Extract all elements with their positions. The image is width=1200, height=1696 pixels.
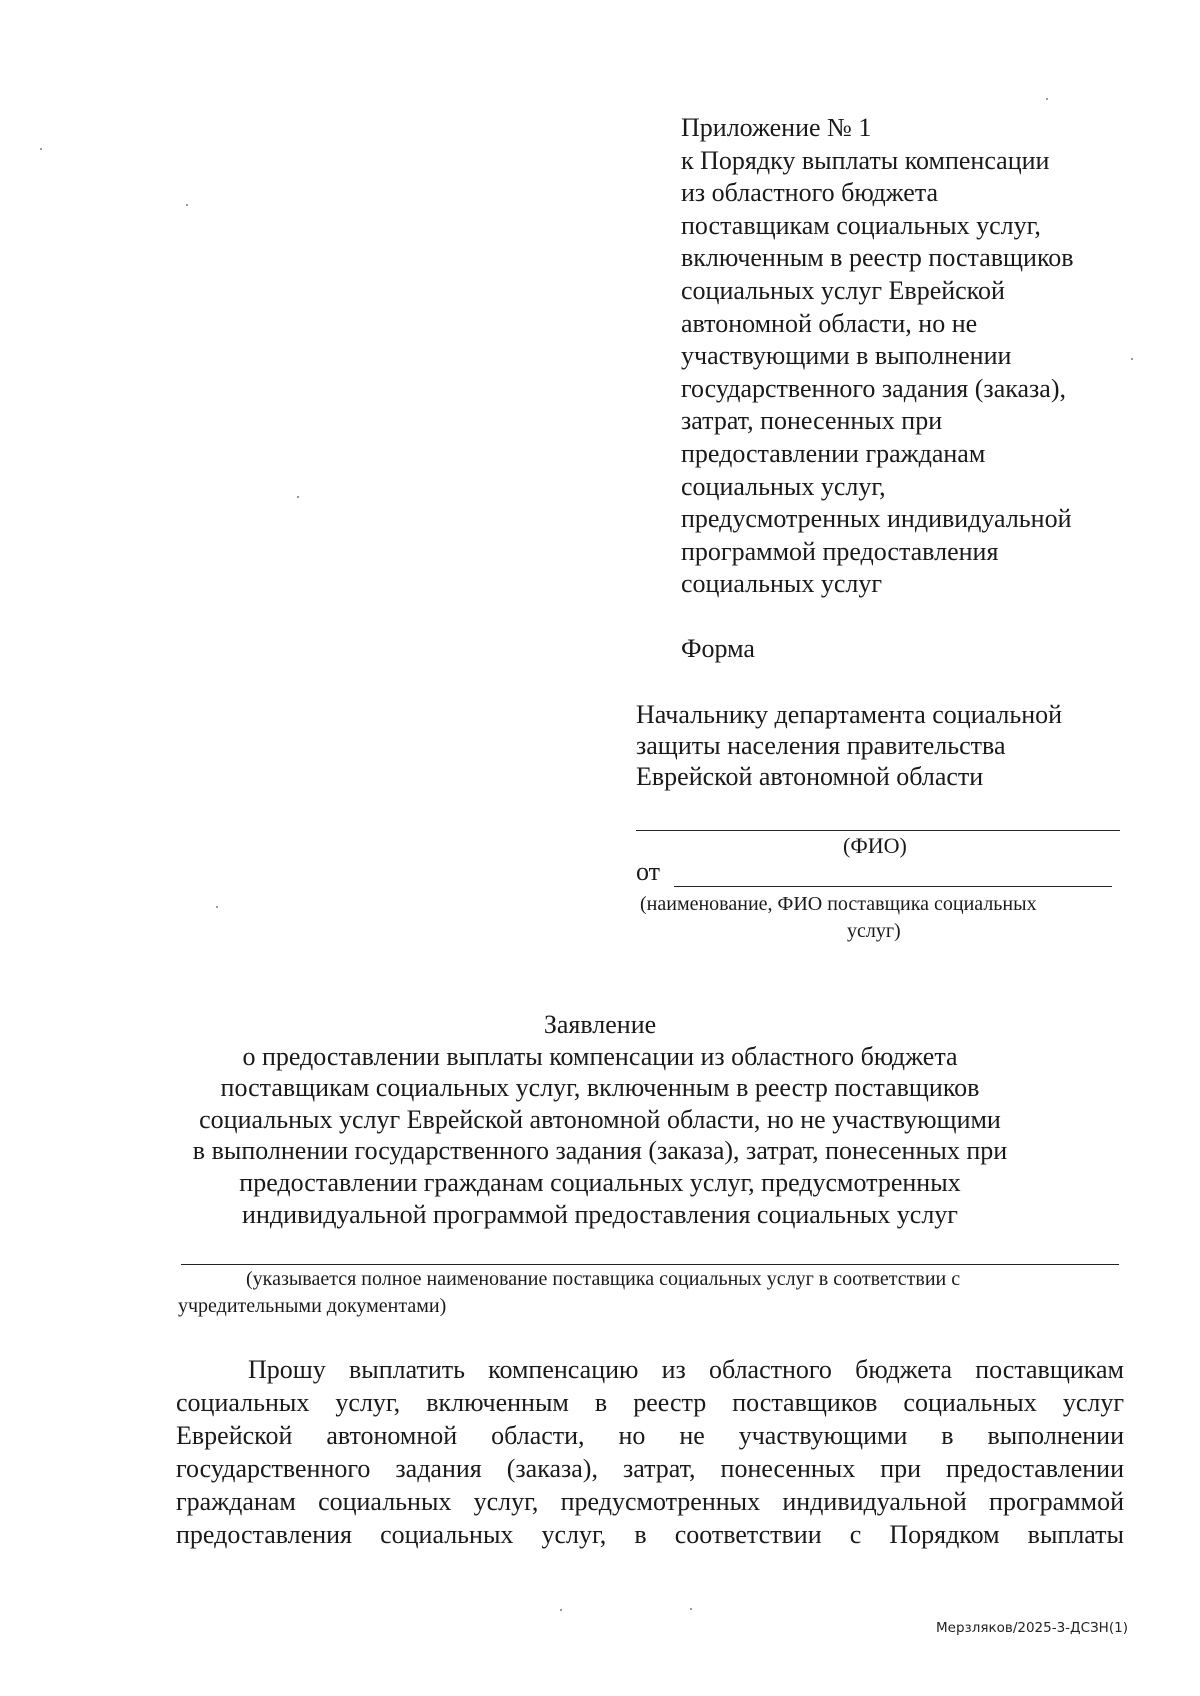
scan-speck (690, 1608, 692, 1610)
scan-speck (216, 906, 218, 908)
appendix-line: государственного задания (заказа), (681, 373, 1066, 403)
scan-speck (297, 496, 299, 498)
document-reference: Мерзляков/2025-3-ДСЗН(1) (936, 1620, 1128, 1636)
scan-speck (40, 148, 42, 150)
appendix-header (681, 112, 1151, 601)
statement-line: о предоставлении выплаты компенсации из областного бюджета (242, 1041, 958, 1071)
recipient-line: Начальнику департамента социальной (636, 700, 1063, 729)
scan-speck (560, 1609, 562, 1611)
body-line: Прошу выплатить компенсацию из областного бюджета поставщикам (248, 1355, 1124, 1384)
recipient-block (636, 699, 1062, 792)
body-line: государственного задания (заказа), затрат, понесенных при предоставлении (176, 1454, 1124, 1483)
appendix-line: автономной области, но не (681, 308, 978, 338)
appendix-line: предусмотренных индивидуальной (681, 504, 1072, 534)
provider-blank-line (181, 1264, 1119, 1265)
from-caption: (наименование, ФИО поставщика социальных (640, 893, 1037, 915)
request-paragraph (176, 1353, 1124, 1551)
body-line: гражданам социальных услуг, предусмотренных индивидуальной программой (176, 1487, 1124, 1516)
body-line: Еврейской автономной области, но не участвующими в выполнении (176, 1421, 1124, 1450)
appendix-line: социальных услуг (681, 569, 883, 599)
statement-line: поставщикам социальных услуг, включенным в реестр поставщиков (220, 1073, 980, 1103)
appendix-line: предоставлении гражданам (681, 438, 986, 468)
appendix-line: Приложение № 1 (681, 113, 872, 142)
appendix-line: включенным в реестр поставщиков (681, 243, 1074, 273)
fio-caption: (ФИО) (843, 833, 907, 858)
statement-heading (150, 1009, 1050, 1230)
appendix-line: программой предоставления (681, 536, 999, 566)
recipient-line: Еврейской автономной области (636, 762, 984, 791)
from-caption: услуг) (847, 920, 901, 942)
appendix-line: затрат, понесенных при (681, 406, 943, 436)
from-blank-line (674, 886, 1112, 887)
statement-line: в выполнении государственного задания (заказа), затрат, понесенных при (192, 1136, 1008, 1166)
appendix-line: к Порядку выплаты компенсации (681, 145, 1050, 175)
recipient-line: защиты населения правительства (636, 731, 1006, 760)
statement-title: Заявление (543, 1010, 657, 1039)
scan-speck (1131, 358, 1133, 360)
body-line: социальных услуг, включенным в реестр поставщиков социальных услуг (176, 1388, 1124, 1417)
statement-line: социальных услуг Еврейской автономной области, но не участвующими (199, 1104, 1001, 1134)
body-line: предоставления социальных услуг, в соответствии с Порядком выплаты (176, 1520, 1124, 1549)
statement-line: индивидуальной программой предоставления социальных услуг (242, 1199, 958, 1229)
form-label: Форма (681, 634, 755, 663)
appendix-line: социальных услуг, (681, 471, 886, 501)
appendix-line: поставщикам социальных услуг, (681, 210, 1041, 240)
fio-blank-line (636, 830, 1120, 831)
scan-speck (186, 204, 188, 206)
from-label: от (636, 857, 661, 886)
appendix-line: участвующими в выполнении (681, 341, 1012, 371)
scan-speck (1046, 98, 1048, 100)
provider-caption: (указывается полное наименование поставщика социальных услуг в соответствии с (246, 1268, 961, 1290)
appendix-line: из областного бюджета (681, 178, 939, 208)
provider-caption: учредительными документами) (178, 1295, 447, 1317)
statement-line: предоставлении гражданам социальных услуг, предусмотренных (239, 1167, 961, 1197)
appendix-line: социальных услуг Еврейской (681, 275, 1005, 305)
